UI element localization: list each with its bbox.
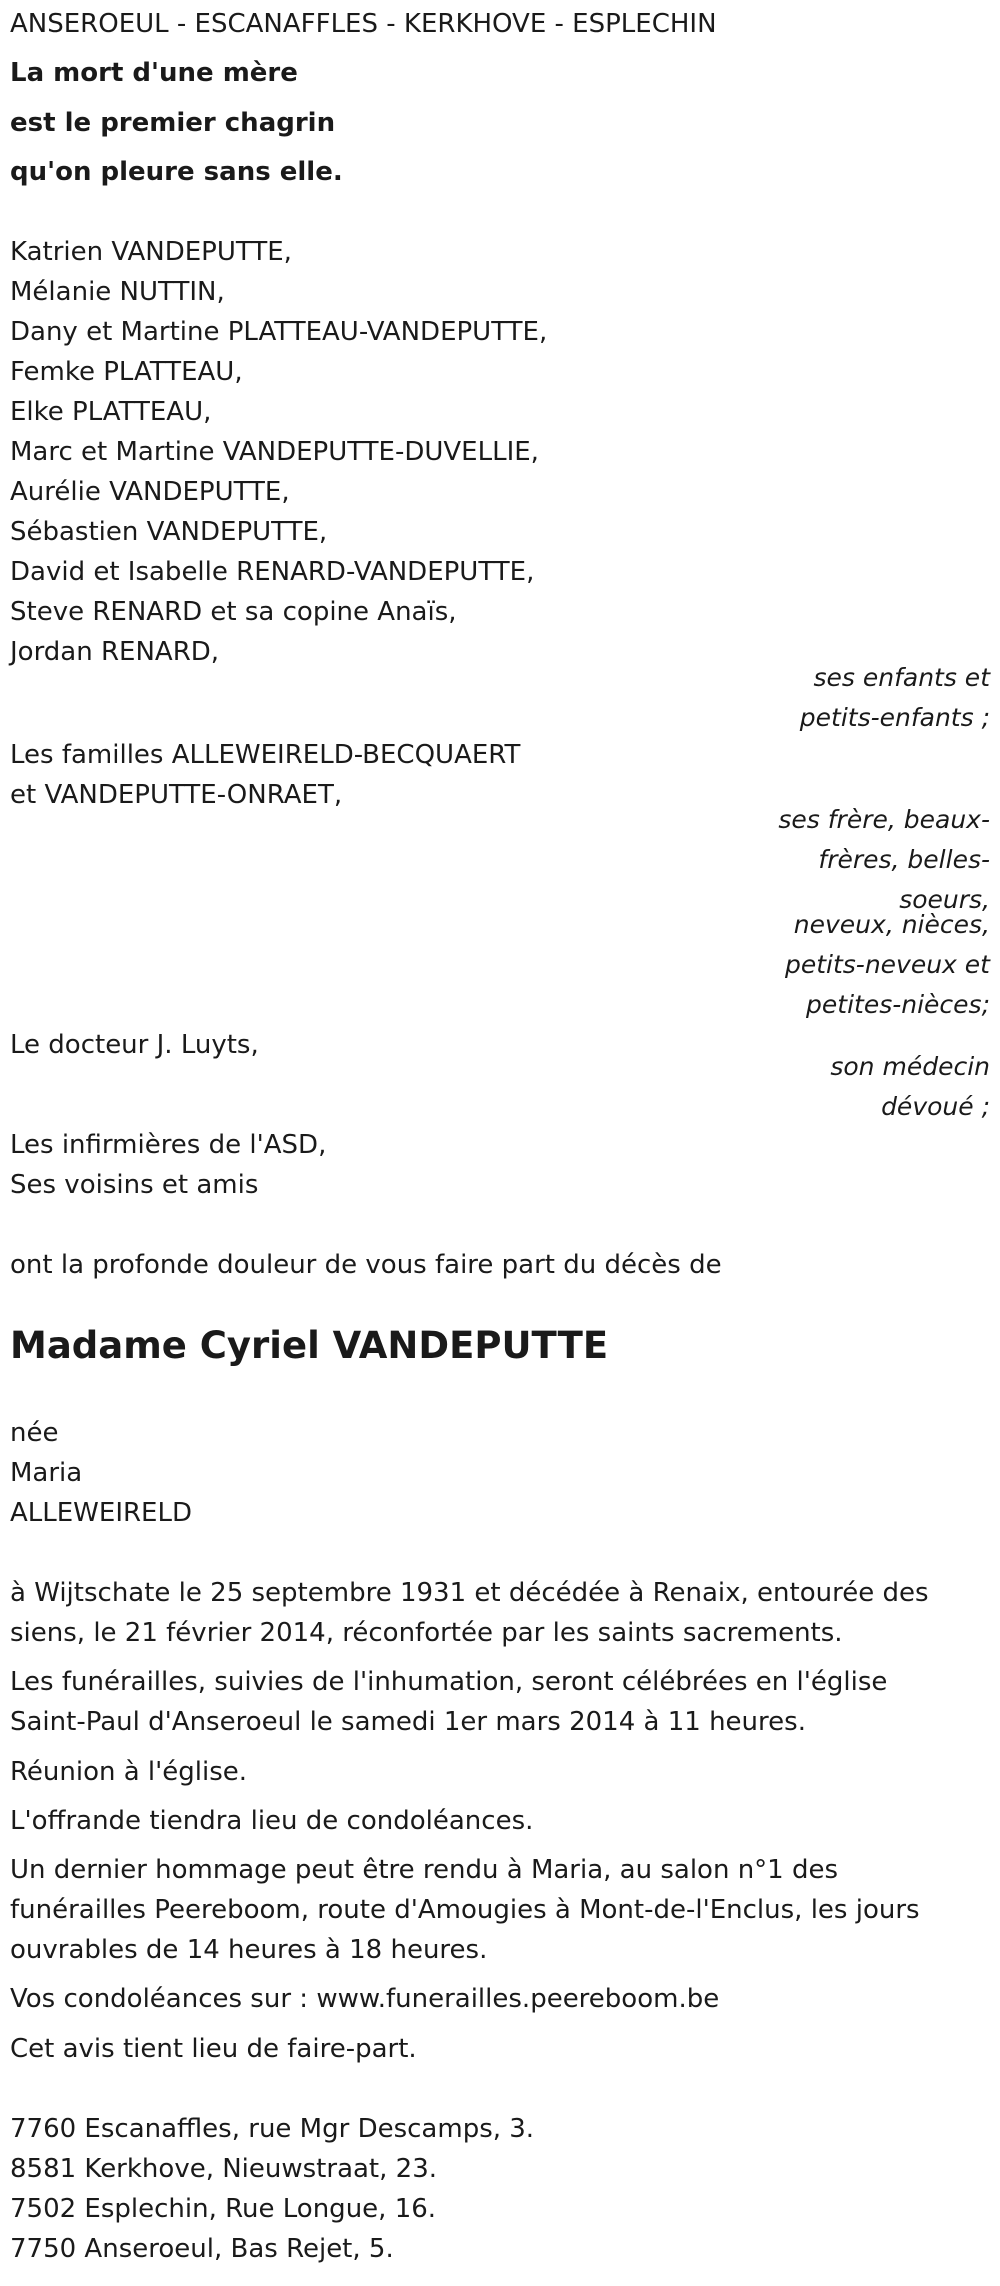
family-member: Mélanie NUTTIN, bbox=[10, 277, 225, 307]
detail-line: Vos condoléances sur : www.funerailles.peereboom.be bbox=[10, 1984, 720, 2014]
relation-line: neveux, nièces, bbox=[793, 910, 990, 939]
announcement-text: ont la profonde douleur de vous faire part du décès de bbox=[10, 1250, 722, 1280]
detail-line: Réunion à l'église. bbox=[10, 1757, 248, 1787]
detail-line: à Wijtschate le 25 septembre 1931 et décédée à Renaix, entourée des bbox=[10, 1578, 929, 1608]
birth-name-line: née bbox=[10, 1418, 59, 1448]
relation-line: dévoué ; bbox=[881, 1092, 990, 1121]
detail-line: ouvrables de 14 heures à 18 heures. bbox=[10, 1935, 488, 1965]
family-member: Elke PLATTEAU, bbox=[10, 397, 212, 427]
address-line: 7750 Anseroeul, Bas Rejet, 5. bbox=[10, 2234, 394, 2264]
family-member: Dany et Martine PLATTEAU-VANDEPUTTE, bbox=[10, 317, 548, 347]
detail-line: Un dernier hommage peut être rendu à Maria, au salon n°1 des bbox=[10, 1855, 839, 1885]
family-member: Jordan RENARD, bbox=[10, 637, 220, 667]
relation-line: soeurs, bbox=[899, 885, 990, 914]
family-member: Les familles ALLEWEIRELD-BECQUAERT bbox=[10, 740, 521, 770]
other-line: Ses voisins et amis bbox=[10, 1170, 259, 1200]
header-locations: ANSEROEUL - ESCANAFFLES - KERKHOVE - ESPLECHIN bbox=[10, 9, 717, 39]
address-line: 7760 Escanaffles, rue Mgr Descamps, 3. bbox=[10, 2114, 535, 2144]
relation-line: petits-enfants ; bbox=[799, 703, 990, 732]
birth-name-line: Maria bbox=[10, 1458, 83, 1488]
family-member: Sébastien VANDEPUTTE, bbox=[10, 517, 328, 547]
deceased-name: Madame Cyriel VANDEPUTTE bbox=[10, 1324, 609, 1367]
family-member: Marc et Martine VANDEPUTTE-DUVELLIE, bbox=[10, 437, 539, 467]
detail-line: Cet avis tient lieu de faire-part. bbox=[10, 2034, 417, 2064]
family-member: et VANDEPUTTE-ONRAET, bbox=[10, 780, 343, 810]
birth-name-line: ALLEWEIRELD bbox=[10, 1498, 192, 1528]
detail-line: Saint-Paul d'Anseroeul le samedi 1er mars 2014 à 11 heures. bbox=[10, 1707, 806, 1737]
family-member: David et Isabelle RENARD-VANDEPUTTE, bbox=[10, 557, 535, 587]
address-line: 7502 Esplechin, Rue Longue, 16. bbox=[10, 2194, 437, 2224]
detail-line: L'offrande tiendra lieu de condoléances. bbox=[10, 1806, 534, 1836]
doctor-line: Le docteur J. Luyts, bbox=[10, 1030, 259, 1060]
relation-line: petits-neveux et bbox=[784, 950, 990, 979]
relation-line: frères, belles- bbox=[818, 845, 990, 874]
detail-line: funérailles Peereboom, route d'Amougies à Mont-de-l'Enclus, les jours bbox=[10, 1895, 920, 1925]
other-line: Les infirmières de l'ASD, bbox=[10, 1130, 327, 1160]
family-member: Steve RENARD et sa copine Anaïs, bbox=[10, 597, 457, 627]
family-member: Aurélie VANDEPUTTE, bbox=[10, 477, 290, 507]
relation-line: petites-nièces; bbox=[806, 990, 990, 1019]
detail-line: siens, le 21 février 2014, réconfortée par les saints sacrements. bbox=[10, 1618, 843, 1648]
relation-line: son médecin bbox=[830, 1052, 990, 1081]
quote-line: qu'on pleure sans elle. bbox=[10, 157, 343, 187]
quote-line: La mort d'une mère bbox=[10, 58, 298, 88]
quote-line: est le premier chagrin bbox=[10, 108, 336, 138]
relation-line: ses enfants et bbox=[813, 663, 990, 692]
detail-line: Les funérailles, suivies de l'inhumation, seront célébrées en l'église bbox=[10, 1667, 888, 1697]
relation-line: ses frère, beaux- bbox=[778, 805, 990, 834]
address-line: 8581 Kerkhove, Nieuwstraat, 23. bbox=[10, 2154, 438, 2184]
family-member: Femke PLATTEAU, bbox=[10, 357, 243, 387]
family-member: Katrien VANDEPUTTE, bbox=[10, 237, 292, 267]
